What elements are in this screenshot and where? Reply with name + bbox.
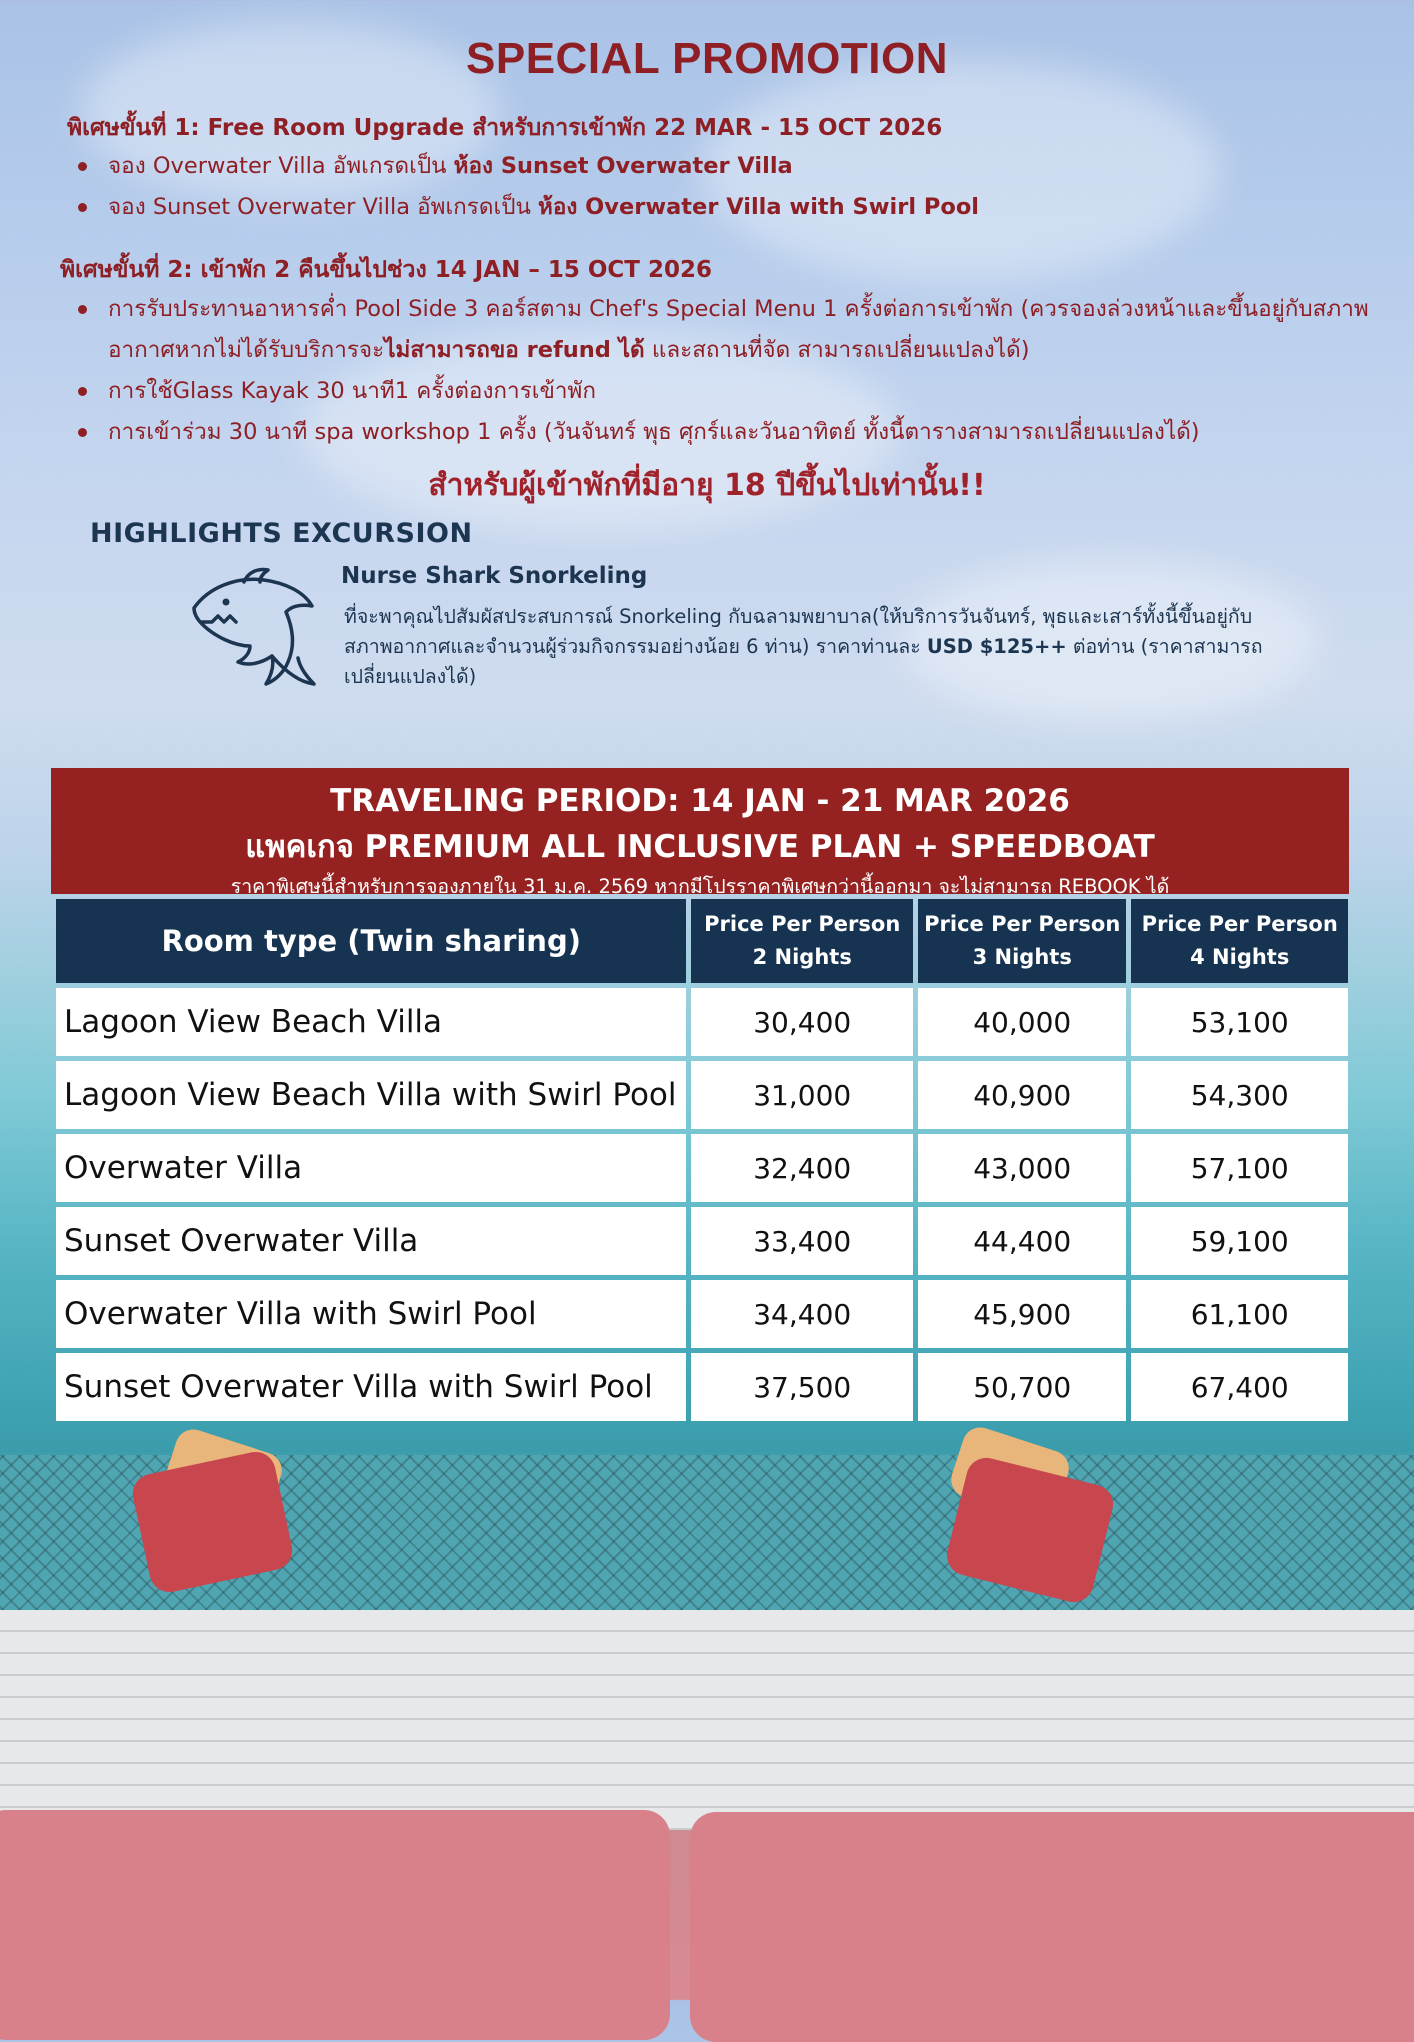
list-item: การเข้าร่วม 30 นาที spa workshop 1 ครั้ง (วันจันทร์ พุธ ศุกร์และวันอาทิตย์ ทั้งนี้ตารางสามารถเปลี่ยนแปลงได้) — [70, 412, 1370, 453]
price-4-nights: 54,300 — [1131, 1061, 1348, 1129]
price-2-nights: 32,400 — [691, 1134, 913, 1202]
room-type-cell: Lagoon View Beach Villa — [56, 988, 686, 1056]
list-item: จอง Overwater Villa อัพเกรดเป็น ห้อง Sunset Overwater Villa — [70, 146, 1390, 187]
room-type-cell: Overwater Villa — [56, 1134, 686, 1202]
traveling-period-banner — [51, 768, 1349, 898]
price-4-nights: 67,400 — [1131, 1353, 1348, 1421]
wooden-deck — [0, 1610, 1414, 1830]
lounger-cushion-right — [690, 1812, 1414, 2042]
price-4-nights: 57,100 — [1131, 1134, 1348, 1202]
room-type-cell: Lagoon View Beach Villa with Swirl Pool — [56, 1061, 686, 1129]
age-restriction-note: สำหรับผู้เข้าพักที่มีอายุ 18 ปีขึ้นไปเท่านั้น!! — [428, 468, 986, 503]
table-row — [56, 1061, 1348, 1129]
booking-note: ราคาพิเศษนี้สำหรับการจองภายใน 31 ม.ค. 2569 หากมีโปรราคาพิเศษกว่านี้ออกมา จะไม่สามารถ REBOOK ได้ — [230, 875, 1170, 898]
shark-icon — [188, 566, 320, 692]
highlights-heading: HIGHLIGHTS EXCURSION — [90, 518, 473, 549]
list-item: การรับประทานอาหารค่ำ Pool Side 3 คอร์สตาม Chef's Special Menu 1 ครั้งต่อการเข้าพัก (ควรจองล่วงหน้าและขึ้นอยู่กับสภาพอากาศหากไม่ได้รับบริการจะไม่สามารถขอ refund ได้ และสถานที่จัด สามารถเปลี่ยนแปลงได้) — [70, 289, 1370, 371]
header-2-nights: Price Per Person 2 Nights — [691, 899, 913, 983]
room-type-cell: Sunset Overwater Villa — [56, 1207, 686, 1275]
price-4-nights: 59,100 — [1131, 1207, 1348, 1275]
price-3-nights: 50,700 — [918, 1353, 1126, 1421]
header-room-type: Room type (Twin sharing) — [56, 899, 686, 983]
price-4-nights: 61,100 — [1131, 1280, 1348, 1348]
price-2-nights: 37,500 — [691, 1353, 913, 1421]
table-header-row — [56, 899, 1348, 983]
package-name: แพคเกจ PREMIUM ALL INCLUSIVE PLAN + SPEEDBOAT — [245, 829, 1155, 865]
promo2-heading: พิเศษขั้นที่ 2: เข้าพัก 2 คืนขึ้นไปช่วง 14 JAN – 15 OCT 2026 — [60, 257, 712, 283]
header-3-nights: Price Per Person 3 Nights — [918, 899, 1126, 983]
list-item: การใช้Glass Kayak 30 นาที1 ครั้งต่องการเข้าพัก — [70, 371, 1370, 412]
table-row — [56, 988, 1348, 1056]
price-2-nights: 34,400 — [691, 1280, 913, 1348]
excursion-name: Nurse Shark Snorkeling — [341, 563, 648, 589]
table-row — [56, 1207, 1348, 1275]
price-2-nights: 33,400 — [691, 1207, 913, 1275]
table-row — [56, 1353, 1348, 1421]
price-3-nights: 43,000 — [918, 1134, 1126, 1202]
lounger-cushion-left — [0, 1810, 670, 2040]
price-3-nights: 40,000 — [918, 988, 1126, 1056]
price-2-nights: 31,000 — [691, 1061, 913, 1129]
excursion-description: ที่จะพาคุณไปสัมผัสประสบการณ์ Snorkeling กับฉลามพยาบาล(ให้บริการวันจันทร์, พุธและเสาร์ทั้งนี้ขึ้นอยู่กับสภาพอากาศและจำนวนผู้ร่วมกิจกรรมอย่างน้อย 6 ท่าน) ราคาท่านละ USD $125++ ต่อท่าน (ราคาสามารถเปลี่ยนแปลงได้) — [344, 605, 1263, 688]
traveling-period: TRAVELING PERIOD: 14 JAN - 21 MAR 2026 — [330, 783, 1070, 819]
list-item: จอง Sunset Overwater Villa อัพเกรดเป็น ห้อง Overwater Villa with Swirl Pool — [70, 187, 1390, 228]
price-table — [51, 894, 1353, 1426]
price-3-nights: 40,900 — [918, 1061, 1126, 1129]
header-4-nights: Price Per Person 4 Nights — [1131, 899, 1348, 983]
price-3-nights: 44,400 — [918, 1207, 1126, 1275]
promo1-list — [70, 146, 1390, 228]
price-4-nights: 53,100 — [1131, 988, 1348, 1056]
table-row — [56, 1280, 1348, 1348]
room-type-cell: Sunset Overwater Villa with Swirl Pool — [56, 1353, 686, 1421]
promo1-heading: พิเศษขั้นที่ 1: Free Room Upgrade สำหรับการเข้าพัก 22 MAR - 15 OCT 2026 — [67, 115, 943, 141]
promo2-list — [70, 289, 1370, 453]
page-title: SPECIAL PROMOTION — [466, 34, 948, 83]
price-3-nights: 45,900 — [918, 1280, 1126, 1348]
price-2-nights: 30,400 — [691, 988, 913, 1056]
room-type-cell: Overwater Villa with Swirl Pool — [56, 1280, 686, 1348]
table-row — [56, 1134, 1348, 1202]
